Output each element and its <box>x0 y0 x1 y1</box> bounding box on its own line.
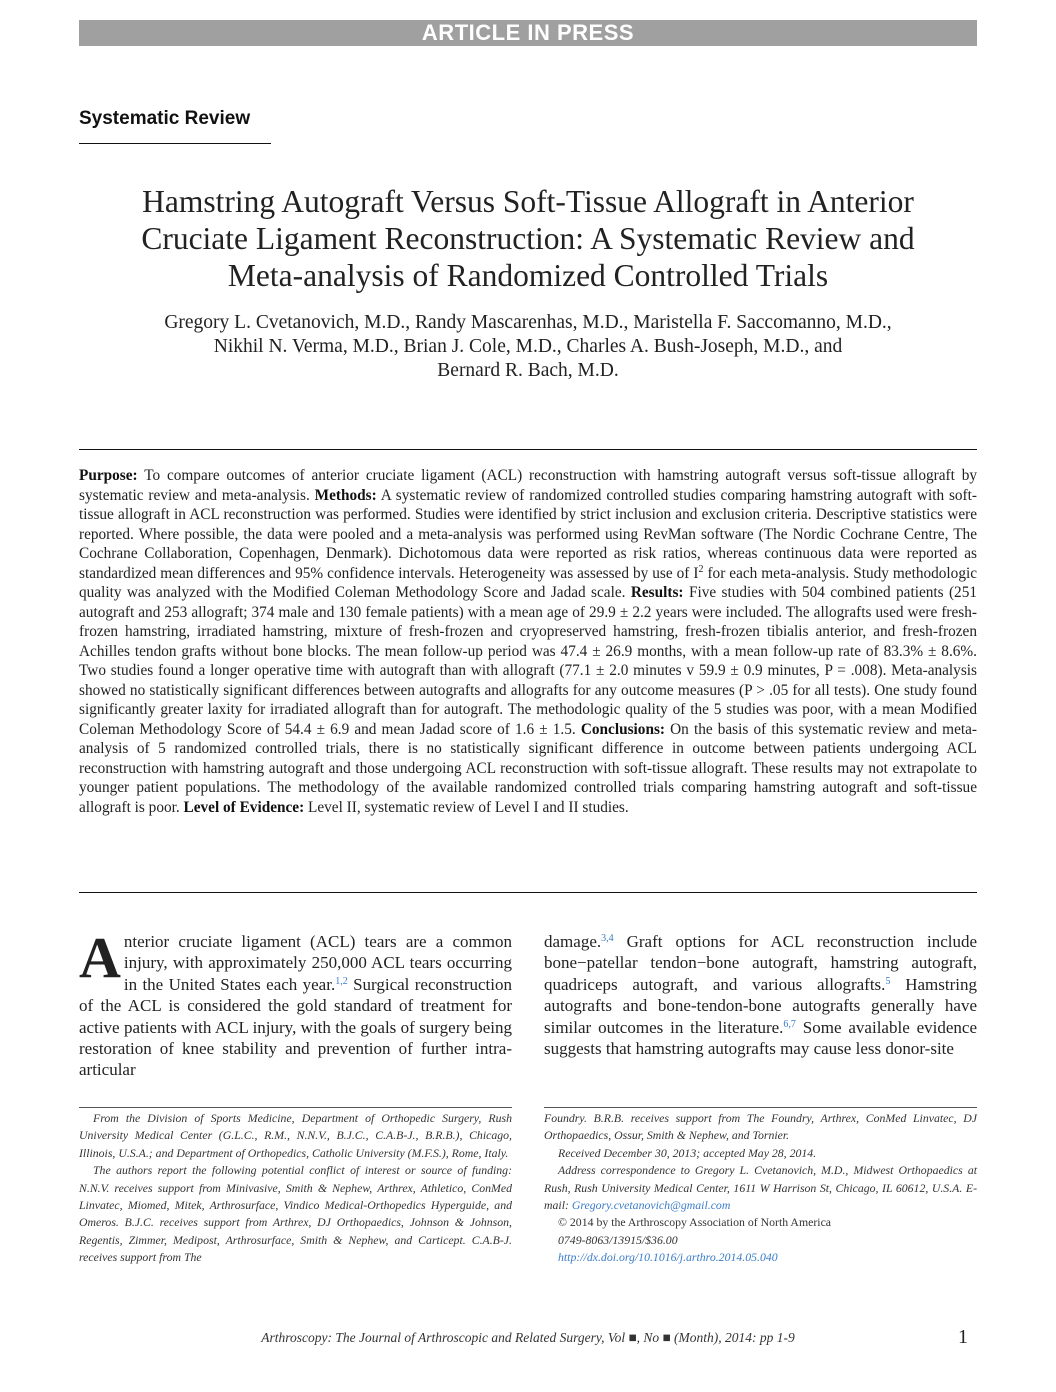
reference-link[interactable]: 1,2 <box>335 975 348 987</box>
conflict-note-continued: Foundry. B.R.B. receives support from The Foundry, Arthrex, ConMed Linvatec, DJ Orthopaedics, Ossur, Smith & Nephew, and Tornier. <box>544 1111 977 1143</box>
body-text: damage. <box>544 932 602 951</box>
section-label: Systematic Review <box>79 108 251 129</box>
purpose-text: To compare outcomes of anterior cruciate ligament (ACL) reconstruction with hamstring autograft versus soft-tissue allograft by systematic review and meta-analysis. <box>79 467 977 504</box>
body-text: nterior cruciate ligament (ACL) tears are a common injury, with approximately 250,000 ACL tears occurring in the United States each year. <box>123 932 512 994</box>
methods-label: Methods: <box>314 486 377 504</box>
methods-text: A systematic review of randomized controlled studies comparing hamstring autograft with soft-tissue allograft in ACL reconstruction was performed. Studies were identified by strict inclusion and exclusion criteria. Descriptive statistics were reported. Where possible, the data were pooled and a meta-analysis was performed using RevMan software (The Nordic Cochrane Centre, The Cochrane Collaboration, Copenhagen, Denmark). Dichotomous data were reported as risk ratios, whereas continuous data were reported as standardized mean differences and 95% confidence intervals. Heterogeneity was assessed by use of I <box>79 486 977 582</box>
results-text: Five studies with 504 combined patients (251 autograft and 253 allograft; 374 male and 130 female patients) with a mean age of 29.9 ± 2.2 years were included. The allografts used were fresh-frozen hamstring, irradiated hamstring, mixture of fresh-frozen and cryopreserved hamstring, fresh-frozen tibialis anterior, and fresh-frozen Achilles tendon grafts without bone blocks. The mean follow-up period was 47.4 ± 26.9 months, with a mean follow-up rate of 83.3% ± 8.6%. Two studies found a longer operative time with autograft than with allograft (77.1 ± 2.0 minutes v 59.9 ± 0.9 minutes, P = .008). Meta-analysis showed no statistically significant differences between autografts and allografts for any outcome measures (P > .05 for all tests). One study found significantly greater laxity for irradiated allograft than for autograft. The methodologic quality of the 5 studies was poor, with a mean Modified Coleman Methodology Score of 54.4 ± 6.9 and mean Jadad score of 1.6 ± 1.5. <box>79 584 978 738</box>
article-in-press-banner: ARTICLE IN PRESS <box>79 20 977 46</box>
methods-text-continued: for each meta-analysis. Study methodologic quality was analyzed with the Modified Coleman Methodology Score and Jadad scale. <box>79 564 978 601</box>
author-line: Nikhil N. Verma, M.D., Brian J. Cole, M.D., Charles A. Bush-Joseph, M.D., and <box>213 336 843 357</box>
drop-cap: A <box>79 925 121 990</box>
author-list <box>79 311 977 383</box>
doi-paragraph <box>544 1249 977 1266</box>
body-text: Some available evidence suggests that hamstring autografts may cause less donor-site <box>544 1017 978 1059</box>
footnote-rule-left <box>79 1107 512 1108</box>
reference-link[interactable]: 3,4 <box>601 933 614 944</box>
copyright-note: © 2014 by the Arthroscopy Association of North America <box>558 1215 832 1230</box>
article-title <box>79 183 977 294</box>
conflict-note: The authors report the following potential conflict of interest or source of funding: N.N.V. receives support from Minivasive, Smith & Nephew, Arthrex, Athletico, ConMed Linvatec, Miomed, Mitek, Arthrosurface, Vindico Medical-Orthopedics Hyperguide, and Omeros. B.J.C. receives support from Arthrex, DJ Orthopaedics, Johnson & Johnson, Regentis, Zimmer, Medipost, Arthrosurface, Smith & Nephew, and Carticept. C.A.B-J. receives support from The <box>79 1163 512 1265</box>
abstract-top-rule <box>79 449 977 450</box>
evidence-text: Level II, systematic review of Level I and II studies. <box>308 798 629 816</box>
issn-note: 0749-8063/13915/$36.00 <box>558 1232 678 1247</box>
footnotes-right <box>544 1110 977 1267</box>
body-column-right <box>544 931 977 1059</box>
email-link[interactable]: Gregory.cvetanovich@gmail.com <box>571 1198 731 1213</box>
reference-link[interactable]: 5 <box>885 975 891 987</box>
abstract <box>79 466 977 817</box>
title-line: Hamstring Autograft Versus Soft-Tissue Allograft in Anterior <box>142 184 914 219</box>
journal-citation-footer: Arthroscopy: The Journal of Arthroscopic and Related Surgery, Vol ■, No ■ (Month), 2014: pp 1-9 <box>261 1330 795 1345</box>
footnotes-left <box>79 1110 512 1267</box>
correspondence-note <box>544 1162 977 1214</box>
author-line: Bernard R. Bach, M.D. <box>437 360 619 381</box>
conclusions-text: On the basis of this systematic review and meta-analysis of 5 randomized controlled trials, there is no statistically significant difference in outcome between patients undergoing ACL reconstruction with hamstring autograft and those undergoing ACL reconstruction with soft-tissue allograft. These results may not extrapolate to younger patient populations. The methodology of the available randomized controlled trials comparing hamstring autograft and soft-tissue allograft is poor. <box>79 720 978 816</box>
conclusions-label: Conclusions: <box>580 720 665 738</box>
author-line: Gregory L. Cvetanovich, M.D., Randy Mascarenhas, M.D., Maristella F. Saccomanno, M.D., <box>164 312 892 333</box>
affiliation-note: From the Division of Sports Medicine, Department of Orthopedic Surgery, Rush University Medical Center (G.L.C., R.M., N.N.V., B.J.C., C.A.B-J., B.R.B.), Chicago, Illinois, U.S.A.; and Department of Orthopedics, Catholic University (M.F.S.), Rome, Italy. <box>79 1111 512 1160</box>
purpose-label: Purpose: <box>79 467 138 484</box>
body-column-left <box>79 925 513 1081</box>
results-label: Results: <box>630 584 684 601</box>
page-number: 1 <box>958 1326 968 1348</box>
body-text: Graft options for ACL reconstruction include bone−patellar tendon−bone autograft, hamstring autograft, quadriceps autograft, and various allografts. <box>544 932 978 994</box>
body-text: Hamstring autografts and bone-tendon-bone autografts generally have similar outcomes in the literature. <box>544 974 978 1037</box>
address-text: Address correspondence to Gregory L. Cvetanovich, M.D., Midwest Orthopaedics at Rush, Rush University Medical Center, 1611 W Harrison St, Chicago, IL 60612, U.S.A. E-mail: <box>544 1163 977 1213</box>
footnote-rule-right <box>544 1107 977 1108</box>
title-line: Cruciate Ligament Reconstruction: A Systematic Review and <box>141 221 915 256</box>
superscript: 2 <box>698 563 704 575</box>
body-text: Surgical reconstruction of the ACL is considered the gold standard of treatment for active patients with ACL injury, with the goals of surgery being restoration of knee stability and prevention of further intra-articular <box>79 974 513 1080</box>
abstract-bottom-rule <box>79 892 977 893</box>
reference-link[interactable]: 6,7 <box>783 1018 796 1030</box>
section-underline <box>79 143 271 144</box>
received-dates: Received December 30, 2013; accepted May 28, 2014. <box>558 1145 817 1160</box>
doi-link[interactable]: http://dx.doi.org/10.1016/j.arthro.2014.05.040 <box>558 1250 778 1265</box>
title-line: Meta-analysis of Randomized Controlled Trials <box>227 258 829 293</box>
evidence-label: Level of Evidence: <box>183 798 305 816</box>
